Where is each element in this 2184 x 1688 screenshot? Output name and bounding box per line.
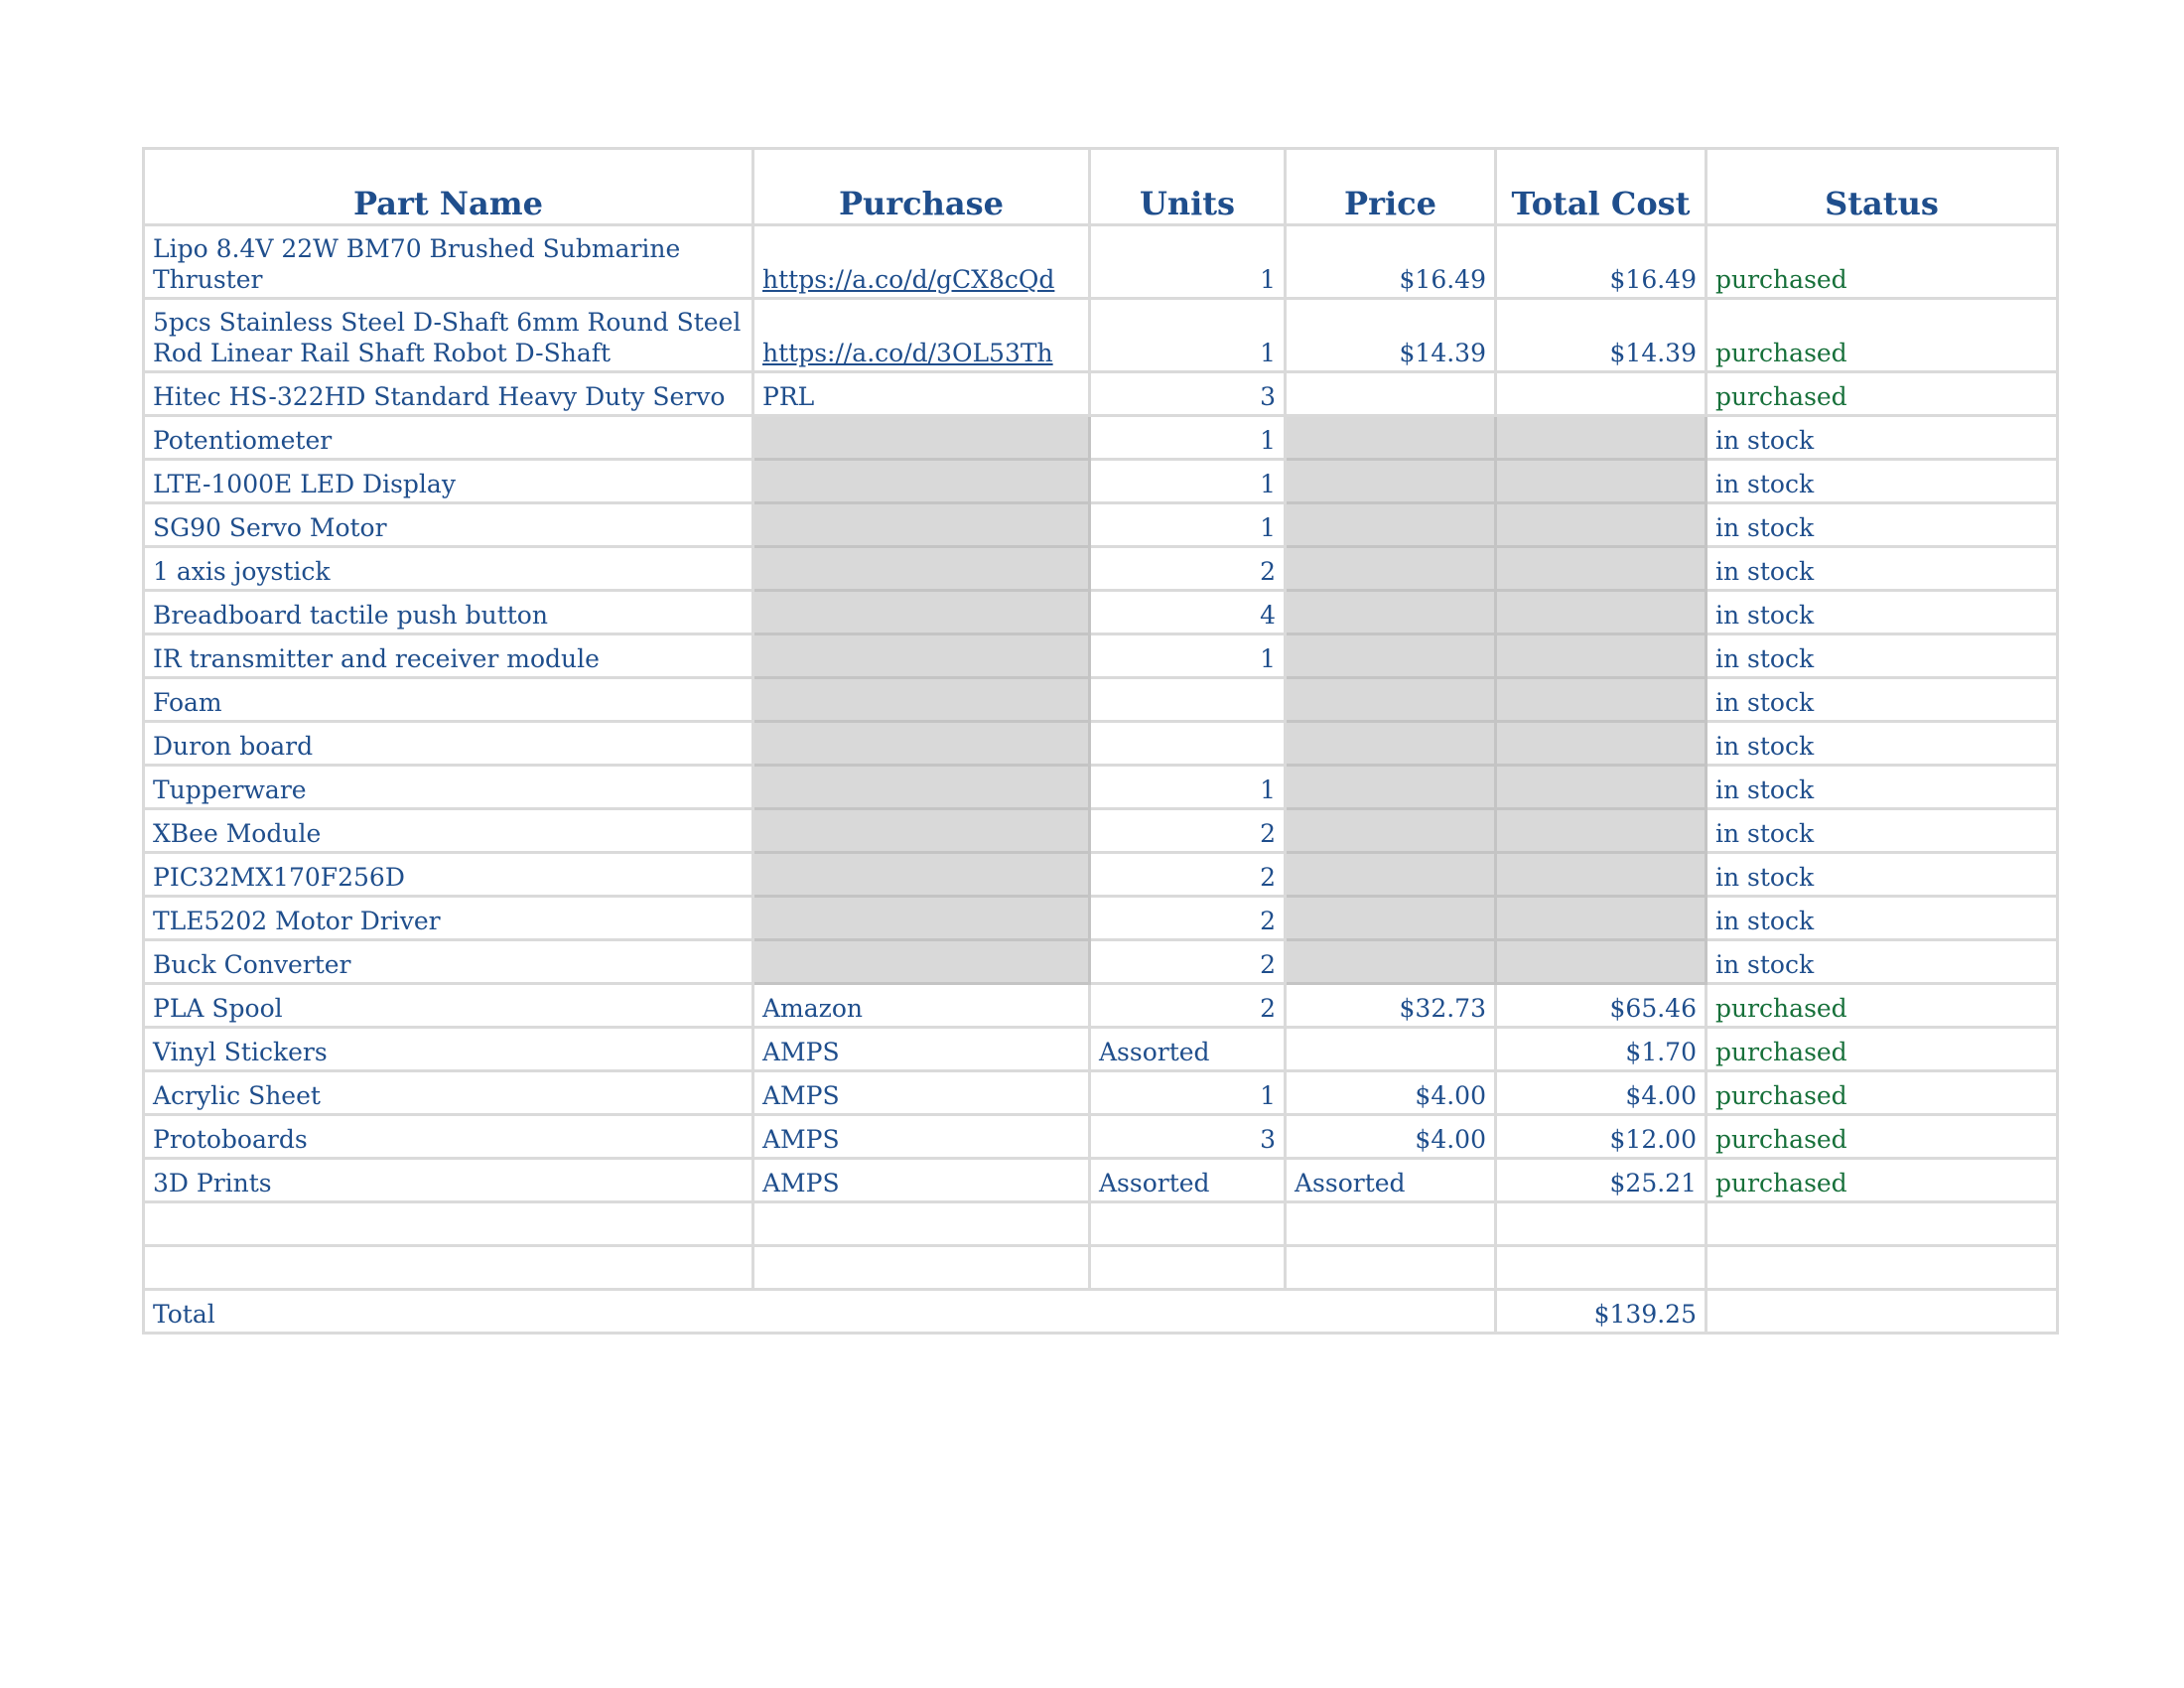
price-cell (1286, 591, 1496, 634)
purchase-cell (753, 722, 1090, 766)
empty-cell[interactable] (753, 1246, 1090, 1290)
purchase-cell (753, 634, 1090, 678)
purchase-cell: AMPS (753, 1159, 1090, 1202)
status-cell: in stock (1706, 766, 2058, 809)
purchase-cell (753, 591, 1090, 634)
header-purchase: Purchase (753, 149, 1090, 225)
table-row (144, 634, 2058, 678)
header-row (144, 149, 2058, 225)
price-cell (1286, 634, 1496, 678)
part-name-cell: 3D Prints (144, 1159, 753, 1202)
status-cell: in stock (1706, 634, 2058, 678)
price-cell (1286, 503, 1496, 547)
total-cost-cell (1496, 634, 1706, 678)
table-row (144, 416, 2058, 460)
table-row (144, 1159, 2058, 1202)
status-cell: in stock (1706, 547, 2058, 591)
table-row (144, 460, 2058, 503)
price-cell: $4.00 (1286, 1115, 1496, 1159)
parts-table (142, 147, 2059, 1335)
header-status: Status (1706, 149, 2058, 225)
empty-cell[interactable] (1706, 1246, 2058, 1290)
table-row (144, 591, 2058, 634)
total-value: $139.25 (1496, 1290, 1706, 1334)
total-cost-cell (1496, 722, 1706, 766)
purchase-cell (753, 225, 1090, 299)
units-cell: 3 (1090, 372, 1286, 416)
purchase-cell (753, 940, 1090, 984)
header-units: Units (1090, 149, 1286, 225)
table-row (144, 1115, 2058, 1159)
status-cell: purchased (1706, 1028, 2058, 1071)
empty-cell[interactable] (1286, 1246, 1496, 1290)
table-row (144, 299, 2058, 372)
status-cell: in stock (1706, 503, 2058, 547)
empty-cell[interactable] (1706, 1202, 2058, 1246)
empty-cell[interactable] (1090, 1246, 1286, 1290)
table-row (144, 722, 2058, 766)
status-cell: in stock (1706, 722, 2058, 766)
status-cell: in stock (1706, 897, 2058, 940)
total-cost-cell (1496, 940, 1706, 984)
table-row (144, 766, 2058, 809)
units-cell: 2 (1090, 809, 1286, 853)
empty-cell[interactable] (753, 1202, 1090, 1246)
status-cell: in stock (1706, 460, 2058, 503)
header-part-name: Part Name (144, 149, 753, 225)
table-row (144, 1028, 2058, 1071)
total-cost-cell (1496, 547, 1706, 591)
status-cell: purchased (1706, 225, 2058, 299)
table-row (144, 984, 2058, 1028)
table-row (144, 897, 2058, 940)
status-cell: in stock (1706, 678, 2058, 722)
price-cell (1286, 897, 1496, 940)
empty-row (144, 1246, 2058, 1290)
purchase-cell (753, 503, 1090, 547)
units-cell: Assorted (1090, 1159, 1286, 1202)
price-cell (1286, 1028, 1496, 1071)
table-row (144, 503, 2058, 547)
part-name-cell: IR transmitter and receiver module (144, 634, 753, 678)
total-cost-cell: $14.39 (1496, 299, 1706, 372)
units-cell: 2 (1090, 547, 1286, 591)
units-cell: 1 (1090, 766, 1286, 809)
units-cell (1090, 722, 1286, 766)
part-name-cell: Protoboards (144, 1115, 753, 1159)
part-name-cell: Lipo 8.4V 22W BM70 Brushed Submarine Thruster (144, 225, 753, 299)
total-cost-cell (1496, 416, 1706, 460)
price-cell (1286, 853, 1496, 897)
total-row (144, 1290, 2058, 1334)
total-cost-cell (1496, 678, 1706, 722)
units-cell: 1 (1090, 503, 1286, 547)
units-cell: Assorted (1090, 1028, 1286, 1071)
price-cell: $4.00 (1286, 1071, 1496, 1115)
empty-cell[interactable] (1286, 1202, 1496, 1246)
units-cell: 2 (1090, 853, 1286, 897)
price-cell (1286, 547, 1496, 591)
part-name-cell: Duron board (144, 722, 753, 766)
part-name-cell: Breadboard tactile push button (144, 591, 753, 634)
part-name-cell: Buck Converter (144, 940, 753, 984)
empty-row (144, 1202, 2058, 1246)
total-label: Total (144, 1290, 1496, 1334)
table-row (144, 678, 2058, 722)
table-body (144, 225, 2058, 1202)
purchase-link[interactable]: https://a.co/d/3OL53Th (762, 339, 1053, 367)
units-cell: 1 (1090, 634, 1286, 678)
units-cell (1090, 678, 1286, 722)
total-cost-cell: $1.70 (1496, 1028, 1706, 1071)
empty-cell[interactable] (1706, 1290, 2058, 1334)
part-name-cell: PLA Spool (144, 984, 753, 1028)
units-cell: 2 (1090, 984, 1286, 1028)
part-name-cell: TLE5202 Motor Driver (144, 897, 753, 940)
status-cell: in stock (1706, 940, 2058, 984)
status-cell: in stock (1706, 853, 2058, 897)
part-name-cell: Hitec HS-322HD Standard Heavy Duty Servo (144, 372, 753, 416)
part-name-cell: XBee Module (144, 809, 753, 853)
part-name-cell: Tupperware (144, 766, 753, 809)
purchase-link[interactable]: https://a.co/d/gCX8cQd (762, 265, 1055, 294)
total-cost-cell (1496, 897, 1706, 940)
total-cost-cell (1496, 766, 1706, 809)
price-cell (1286, 416, 1496, 460)
part-name-cell: 5pcs Stainless Steel D-Shaft 6mm Round Steel Rod Linear Rail Shaft Robot D-Shaft (144, 299, 753, 372)
table-row (144, 225, 2058, 299)
table-row (144, 809, 2058, 853)
purchase-cell: AMPS (753, 1028, 1090, 1071)
total-cost-cell: $25.21 (1496, 1159, 1706, 1202)
units-cell: 2 (1090, 940, 1286, 984)
empty-cell[interactable] (144, 1246, 753, 1290)
table-row (144, 940, 2058, 984)
purchase-cell (753, 547, 1090, 591)
empty-cell[interactable] (1496, 1202, 1706, 1246)
purchase-cell (753, 766, 1090, 809)
total-cost-cell (1496, 809, 1706, 853)
units-cell: 1 (1090, 416, 1286, 460)
empty-cell[interactable] (1090, 1202, 1286, 1246)
total-cost-cell (1496, 503, 1706, 547)
status-cell: purchased (1706, 1115, 2058, 1159)
purchase-cell (753, 299, 1090, 372)
empty-cell[interactable] (1496, 1246, 1706, 1290)
status-cell: purchased (1706, 299, 2058, 372)
purchase-cell: AMPS (753, 1071, 1090, 1115)
price-cell (1286, 940, 1496, 984)
status-cell: in stock (1706, 809, 2058, 853)
price-cell: Assorted (1286, 1159, 1496, 1202)
price-cell (1286, 460, 1496, 503)
purchase-cell: AMPS (753, 1115, 1090, 1159)
header-total-cost: Total Cost (1496, 149, 1706, 225)
price-cell (1286, 809, 1496, 853)
units-cell: 1 (1090, 460, 1286, 503)
price-cell: $32.73 (1286, 984, 1496, 1028)
purchase-cell (753, 809, 1090, 853)
status-cell: in stock (1706, 591, 2058, 634)
units-cell: 1 (1090, 225, 1286, 299)
price-cell (1286, 372, 1496, 416)
table-row (144, 853, 2058, 897)
part-name-cell: LTE-1000E LED Display (144, 460, 753, 503)
total-cost-cell: $12.00 (1496, 1115, 1706, 1159)
price-cell (1286, 766, 1496, 809)
total-cost-cell: $4.00 (1496, 1071, 1706, 1115)
purchase-cell (753, 460, 1090, 503)
status-cell: in stock (1706, 416, 2058, 460)
total-cost-cell (1496, 853, 1706, 897)
header-price: Price (1286, 149, 1496, 225)
part-name-cell: 1 axis joystick (144, 547, 753, 591)
status-cell: purchased (1706, 1071, 2058, 1115)
status-cell: purchased (1706, 372, 2058, 416)
total-cost-cell: $65.46 (1496, 984, 1706, 1028)
table-row (144, 1071, 2058, 1115)
purchase-cell (753, 853, 1090, 897)
price-cell: $14.39 (1286, 299, 1496, 372)
empty-cell[interactable] (144, 1202, 753, 1246)
units-cell: 1 (1090, 1071, 1286, 1115)
total-cost-cell (1496, 460, 1706, 503)
total-cost-cell (1496, 591, 1706, 634)
price-cell: $16.49 (1286, 225, 1496, 299)
purchase-cell (753, 678, 1090, 722)
part-name-cell: Vinyl Stickers (144, 1028, 753, 1071)
total-cost-cell: $16.49 (1496, 225, 1706, 299)
price-cell (1286, 678, 1496, 722)
status-cell: purchased (1706, 1159, 2058, 1202)
status-cell: purchased (1706, 984, 2058, 1028)
table-row (144, 372, 2058, 416)
purchase-cell (753, 897, 1090, 940)
price-cell (1286, 722, 1496, 766)
purchase-cell (753, 416, 1090, 460)
part-name-cell: Acrylic Sheet (144, 1071, 753, 1115)
units-cell: 3 (1090, 1115, 1286, 1159)
part-name-cell: SG90 Servo Motor (144, 503, 753, 547)
table-row (144, 547, 2058, 591)
part-name-cell: Potentiometer (144, 416, 753, 460)
units-cell: 2 (1090, 897, 1286, 940)
part-name-cell: Foam (144, 678, 753, 722)
units-cell: 4 (1090, 591, 1286, 634)
purchase-cell: Amazon (753, 984, 1090, 1028)
total-cost-cell (1496, 372, 1706, 416)
purchase-cell: PRL (753, 372, 1090, 416)
units-cell: 1 (1090, 299, 1286, 372)
part-name-cell: PIC32MX170F256D (144, 853, 753, 897)
